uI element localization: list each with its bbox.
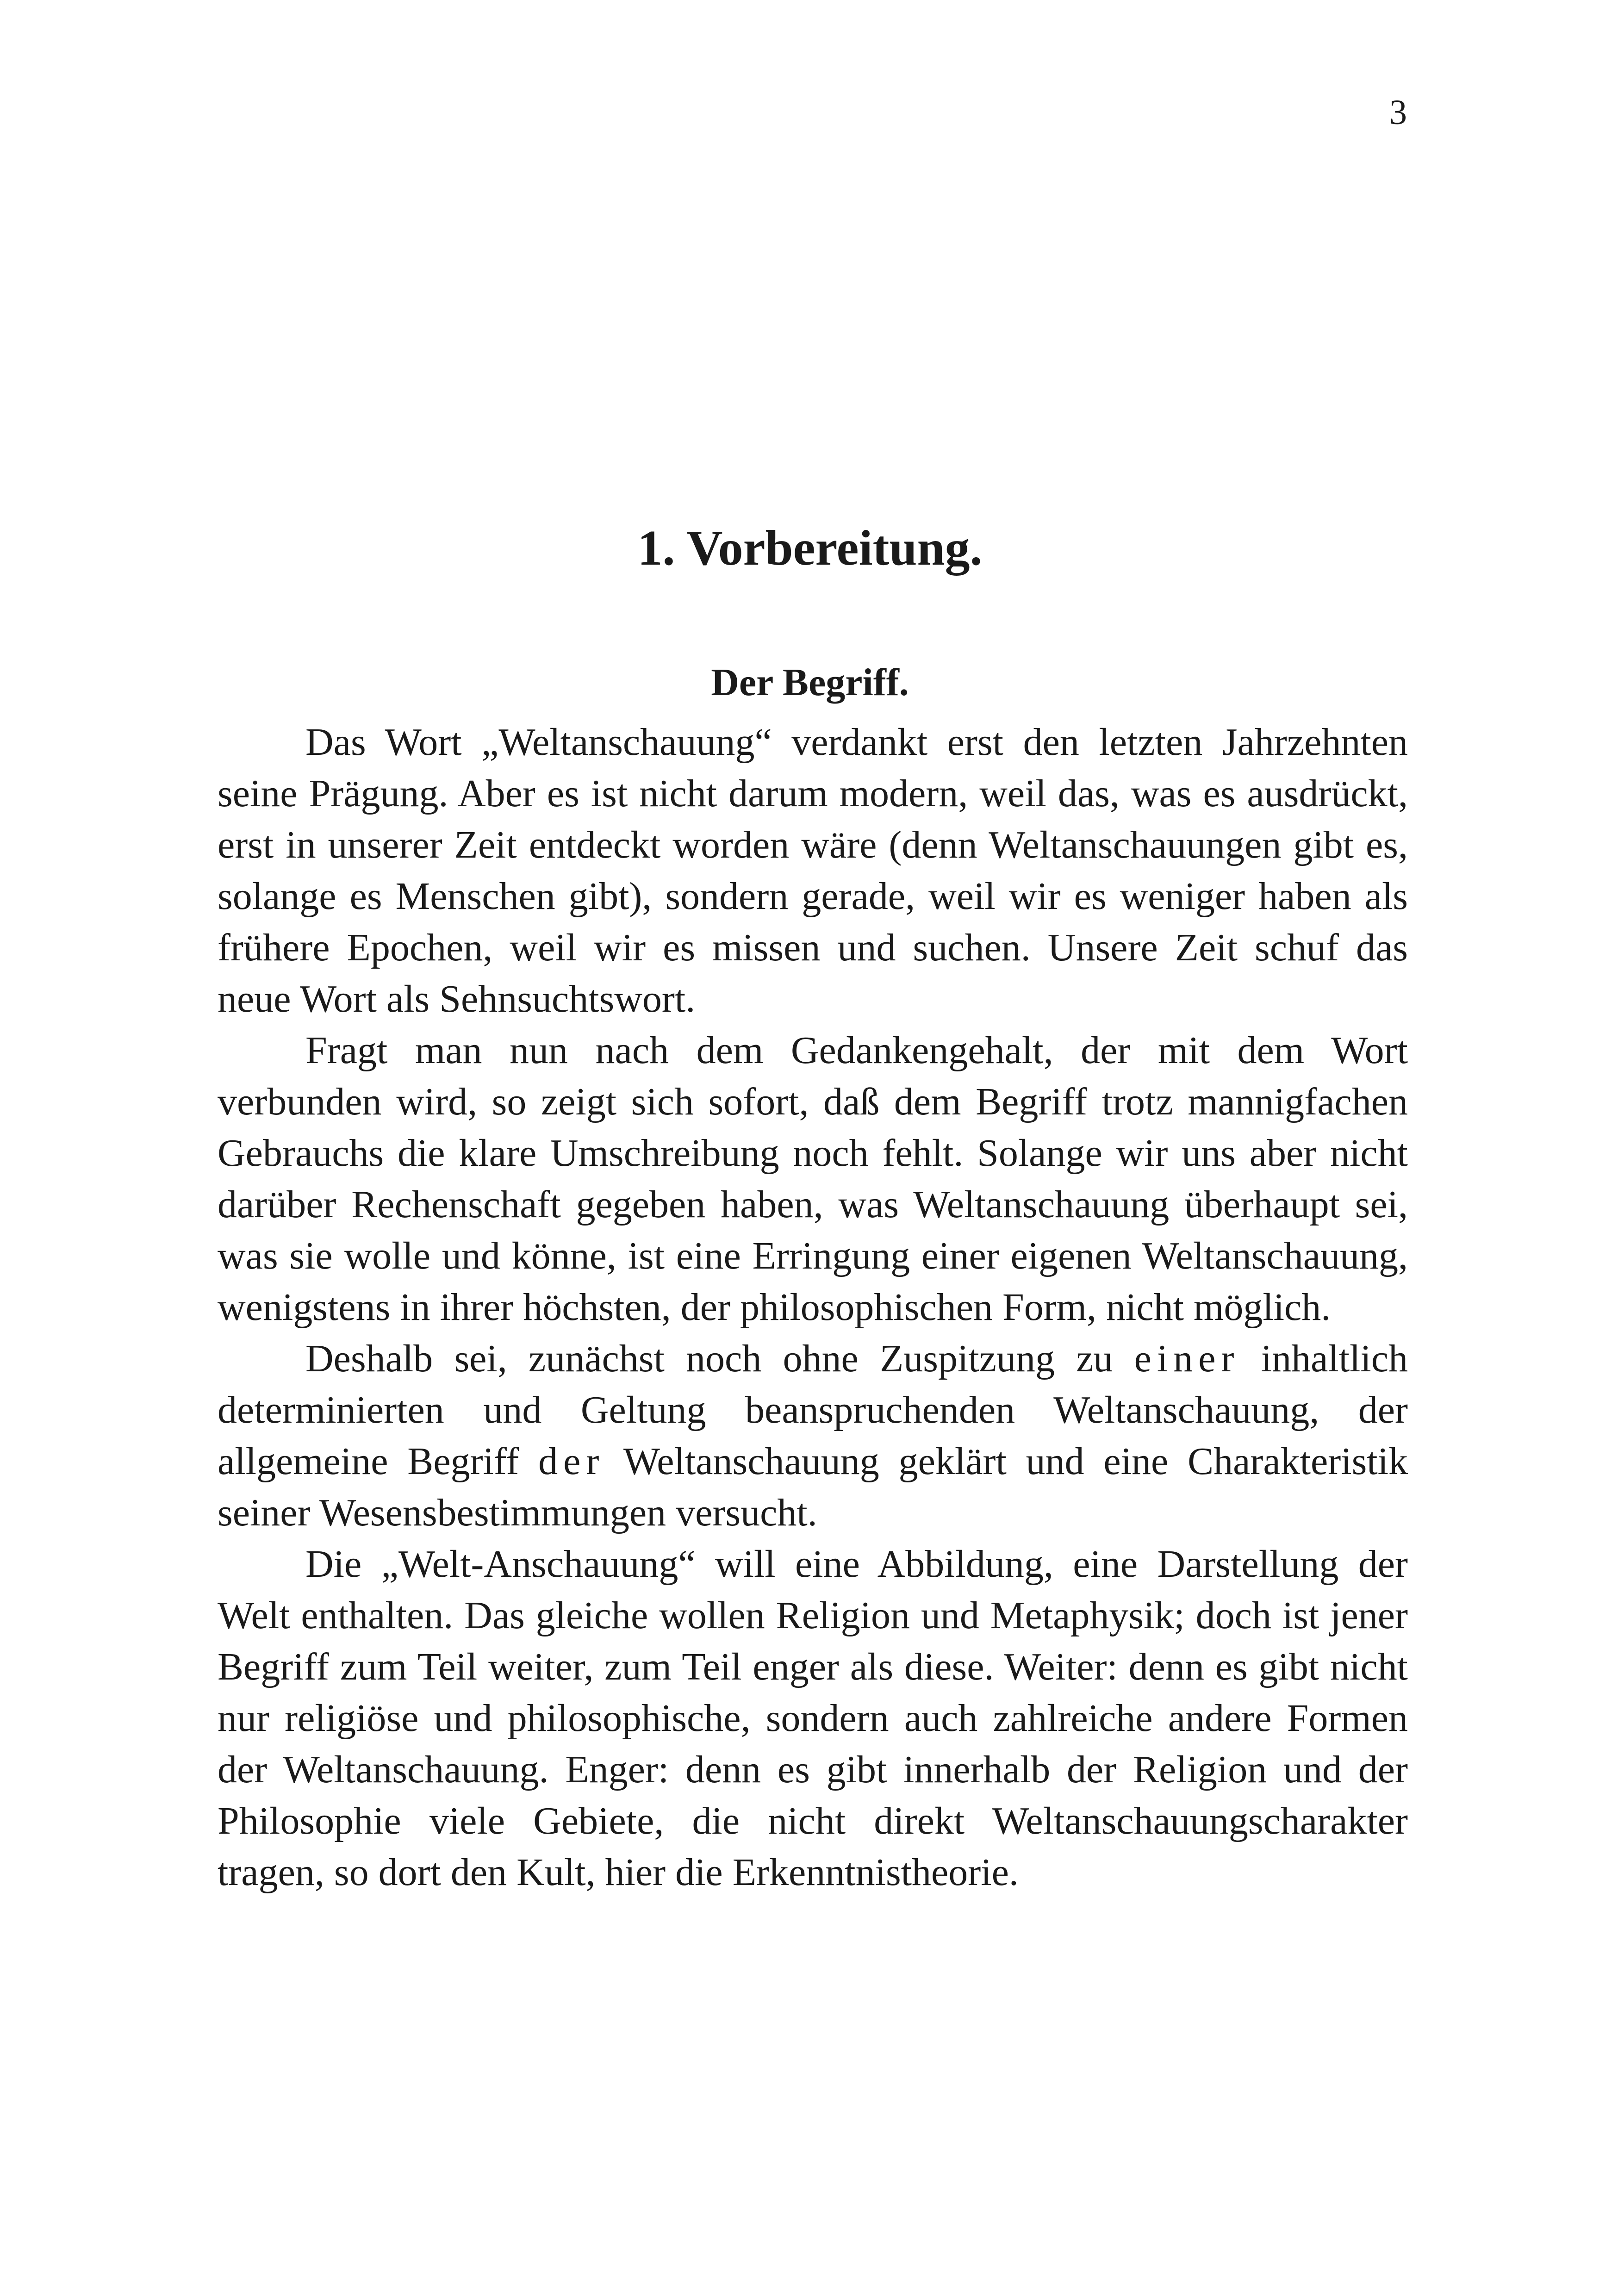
- paragraph-2: Fragt man nun nach dem Gedankengehalt, der mit dem Wort verbunden wird, so zeigt sich sofort, daß dem Begriff trotz mannigfachen Gebrauchs die klare Umschreibung noch fehlt. Solange wir uns aber nicht darüber Rechenschaft gegeben haben, was Weltanschauung überhaupt sei, was sie wolle und könne, ist eine Erringung einer eigenen Weltanschauung, wenigstens in ihrer höchsten, der philosophischen Form, nicht möglich.: [218, 1029, 1408, 1329]
- paragraph-3-text-c: Weltanschauung geklärt und eine Charakteristik seiner Wesensbestimmungen versucht.: [218, 1440, 1408, 1534]
- spaced-emphasis-der: der: [538, 1440, 605, 1483]
- paragraph-3-text-b: inhaltlich determinierten und Geltung beanspruchenden Weltanschauung, der allgemeine Begriff: [218, 1337, 1408, 1483]
- paragraph-4: Die „Welt-Anschauung“ will eine Abbildung, eine Darstellung der Welt enthalten. Das gleiche wollen Religion und Metaphysik; doch ist jener Begriff zum Teil weiter, zum Teil enger als diese. Weiter: denn es gibt nicht nur religiöse und philosophische, sondern auch zahlreiche andere Formen der Weltanschauung. Enger: denn es gibt innerhalb der Religion und der Philosophie viele Gebiete, die nicht direkt Weltanschauungscharakter tragen, so dort den Kult, hier die Erkenntnistheorie.: [218, 1543, 1408, 1894]
- body-text: [218, 716, 1408, 1898]
- paragraph-3: [218, 1333, 1408, 1538]
- page-number: 3: [1389, 93, 1407, 132]
- spaced-emphasis-einer: einer: [1134, 1337, 1240, 1380]
- section-heading: Der Begriff.: [711, 661, 909, 704]
- paragraph-3-text-a: Deshalb sei, zunächst noch ohne Zuspitzung zu: [305, 1337, 1134, 1380]
- paragraph-1: Das Wort „Weltanschauung“ verdankt erst den letzten Jahrzehnten seine Prägung. Aber es ist nicht darum modern, weil das, was es ausdrückt, erst in unserer Zeit entdeckt worden wäre (denn Weltanschauungen gibt es, solange es Menschen gibt), sondern gerade, weil wir es weniger haben als frühere Epochen, weil wir es missen und suchen. Unsere Zeit schuf das neue Wort als Sehnsuchtswort.: [218, 721, 1408, 1020]
- chapter-title: 1. Vorbereitung.: [637, 521, 983, 576]
